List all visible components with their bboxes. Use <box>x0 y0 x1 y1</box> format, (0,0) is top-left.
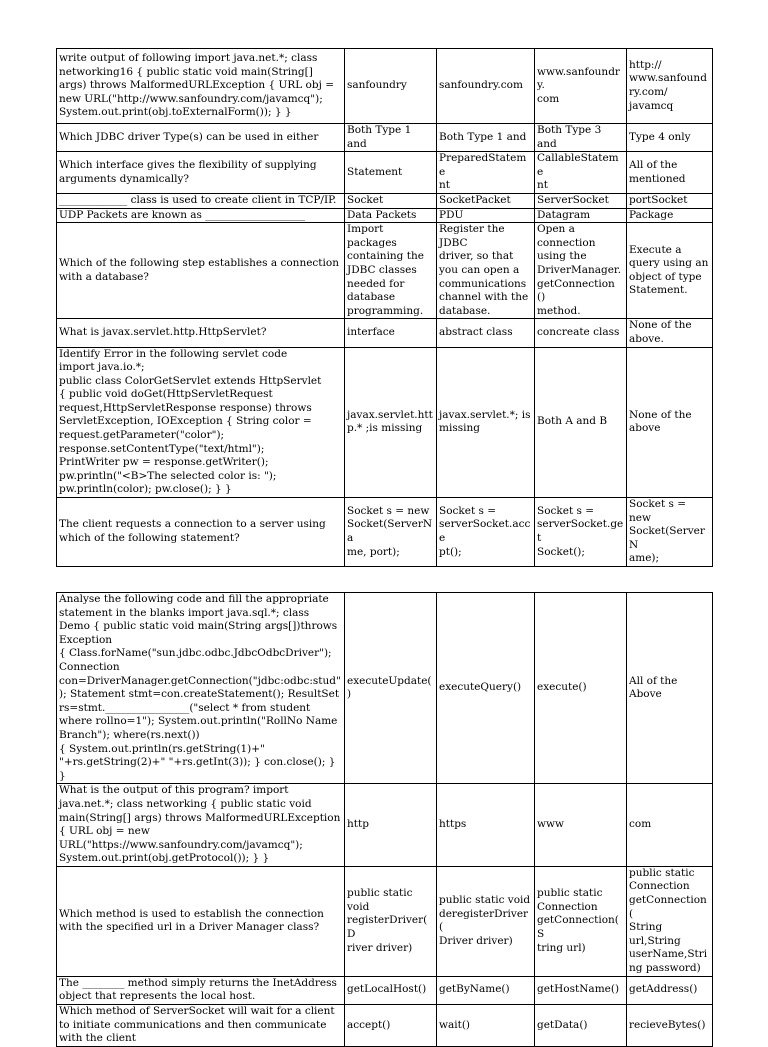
option-a-cell: Statement <box>345 152 437 194</box>
option-c-cell: Datagram <box>535 208 627 223</box>
table-row <box>57 498 713 567</box>
option-d-cell: None of the above <box>627 347 713 498</box>
option-a-cell: javax.servlet.htt p.* ;is missing <box>345 347 437 498</box>
option-d-cell: All of the mentioned <box>627 152 713 194</box>
option-b-cell: public static void deregisterDriver( Driver driver) <box>437 866 535 976</box>
question-cell: The ________ method simply returns the InetAddress object that represents the local host. <box>57 976 345 1004</box>
question-cell: Which interface gives the flexibility of supplying arguments dynamically? <box>57 152 345 194</box>
option-b-cell: https <box>437 784 535 867</box>
table-row <box>57 1004 713 1046</box>
question-cell: _____________ class is used to create client in TCP/IP. <box>57 193 345 208</box>
table-row <box>57 866 713 976</box>
option-d-cell: com <box>627 784 713 867</box>
option-c-cell: getData() <box>535 1004 627 1046</box>
mcq-table-1 <box>56 48 713 567</box>
option-b-cell: PDU <box>437 208 535 223</box>
option-a-cell: http <box>345 784 437 867</box>
table-row <box>57 208 713 223</box>
option-d-cell: Socket s = new Socket(ServerN ame); <box>627 498 713 567</box>
question-cell: What is the output of this program? import java.net.*; class networking { public static void main(String[] args) throws MalformedURLException { URL obj = new URL("https://www.sanfoundry.com/javamcq"); System.out.print(obj.getProtocol()); } } <box>57 784 345 867</box>
option-b-cell: abstract class <box>437 319 535 347</box>
question-cell: Which of the following step establishes a connection with a database? <box>57 223 345 319</box>
option-c-cell: www.sanfoundry. com <box>535 49 627 124</box>
option-a-cell: getLocalHost() <box>345 976 437 1004</box>
option-a-cell: interface <box>345 319 437 347</box>
option-c-cell: Socket s = serverSocket.get Socket(); <box>535 498 627 567</box>
question-cell: What is javax.servlet.http.HttpServlet? <box>57 319 345 347</box>
option-c-cell: getHostName() <box>535 976 627 1004</box>
option-b-cell: SocketPacket <box>437 193 535 208</box>
option-c-cell: ServerSocket <box>535 193 627 208</box>
option-c-cell: concreate class <box>535 319 627 347</box>
question-cell: Which method is used to establish the connection with the specified url in a Driver Manager class? <box>57 866 345 976</box>
option-a-cell: accept() <box>345 1004 437 1046</box>
question-cell: Analyse the following code and fill the appropriate statement in the blanks import java.sql.*; class Demo { public static void main(String args[])throws Exception { Class.forName("sun.jdbc.odbc.JdbcOdbcDriver"); Connection con=DriverManager.getConnection("jdbc:odbc:stud"); Statement stmt=con.createStatement(); ResultSet rs=stmt.________________("select * from student where rollno=1"); System.out.println("RollNo Name Branch"); where(rs.next()) { System.out.println(rs.getString(1)+" "+rs.getString(2)+" "+rs.getInt(3)); } con.close(); } } <box>57 593 345 784</box>
option-d-cell: All of the Above <box>627 593 713 784</box>
table-row <box>57 976 713 1004</box>
option-c-cell: Both Type 3 and <box>535 124 627 152</box>
table-row <box>57 152 713 194</box>
table-row <box>57 49 713 124</box>
option-d-cell: http:// www.sanfound ry.com/ javamcq <box>627 49 713 124</box>
option-b-cell: getByName() <box>437 976 535 1004</box>
option-c-cell: CallableStateme nt <box>535 152 627 194</box>
option-a-cell: sanfoundry <box>345 49 437 124</box>
option-c-cell: www <box>535 784 627 867</box>
option-c-cell: Both A and B <box>535 347 627 498</box>
option-b-cell: sanfoundry.com <box>437 49 535 124</box>
option-a-cell: public static void registerDriver(D river driver) <box>345 866 437 976</box>
option-b-cell: executeQuery() <box>437 593 535 784</box>
table-row <box>57 124 713 152</box>
option-a-cell: Socket <box>345 193 437 208</box>
option-c-cell: execute() <box>535 593 627 784</box>
question-cell: The client requests a connection to a server using which of the following statement? <box>57 498 345 567</box>
option-d-cell: None of the above. <box>627 319 713 347</box>
option-b-cell: Both Type 1 and <box>437 124 535 152</box>
option-d-cell: getAddress() <box>627 976 713 1004</box>
question-cell: Which method of ServerSocket will wait for a client to initiate communications and then communicate with the client <box>57 1004 345 1046</box>
option-b-cell: Register the JDBC driver, so that you can open a communications channel with the database. <box>437 223 535 319</box>
question-cell: Identify Error in the following servlet code import java.io.*; public class ColorGetServlet extends HttpServlet { public void doGet(HttpServletRequest request,HttpServletResponse response) throws ServletException, IOException { String color = request.getParameter("color"); response.setContentType("text/html"); PrintWriter pw = response.getWriter(); pw.println("<B>The selected color is: "); pw.println(color); pw.close(); } } <box>57 347 345 498</box>
option-d-cell: Execute a query using an object of type Statement. <box>627 223 713 319</box>
option-c-cell: public static Connection getConnection(S tring url) <box>535 866 627 976</box>
option-d-cell: Package <box>627 208 713 223</box>
option-a-cell: Socket s = new Socket(ServerNa me, port); <box>345 498 437 567</box>
table-row <box>57 347 713 498</box>
question-cell: write output of following import java.net.*; class networking16 { public static void main(String[] args) throws MalformedURLException { URL obj = new URL("http://www.sanfoundry.com/javamcq"); System.out.print(obj.toExternalForm()); } } <box>57 49 345 124</box>
option-a-cell: Both Type 1 and <box>345 124 437 152</box>
table-row <box>57 319 713 347</box>
question-cell: Which JDBC driver Type(s) can be used in either <box>57 124 345 152</box>
option-a-cell: executeUpdate() <box>345 593 437 784</box>
option-b-cell: javax.servlet.*; is missing <box>437 347 535 498</box>
option-b-cell: Socket s = serverSocket.acce pt(); <box>437 498 535 567</box>
option-d-cell: public static Connection getConnection( String url,String userName,Stri ng password) <box>627 866 713 976</box>
option-d-cell: recieveBytes() <box>627 1004 713 1046</box>
option-a-cell: Data Packets <box>345 208 437 223</box>
table-row <box>57 193 713 208</box>
option-a-cell: Import packages containing the JDBC classes needed for database programming. <box>345 223 437 319</box>
option-c-cell: Open a connection using the DriverManager. getConnection () method. <box>535 223 627 319</box>
option-b-cell: PreparedStateme nt <box>437 152 535 194</box>
option-d-cell: Type 4 only <box>627 124 713 152</box>
table-row <box>57 223 713 319</box>
mcq-table-2 <box>56 592 713 1047</box>
option-d-cell: portSocket <box>627 193 713 208</box>
table-row <box>57 784 713 867</box>
question-cell: UDP Packets are known as ___________________ <box>57 208 345 223</box>
table-row <box>57 593 713 784</box>
option-b-cell: wait() <box>437 1004 535 1046</box>
